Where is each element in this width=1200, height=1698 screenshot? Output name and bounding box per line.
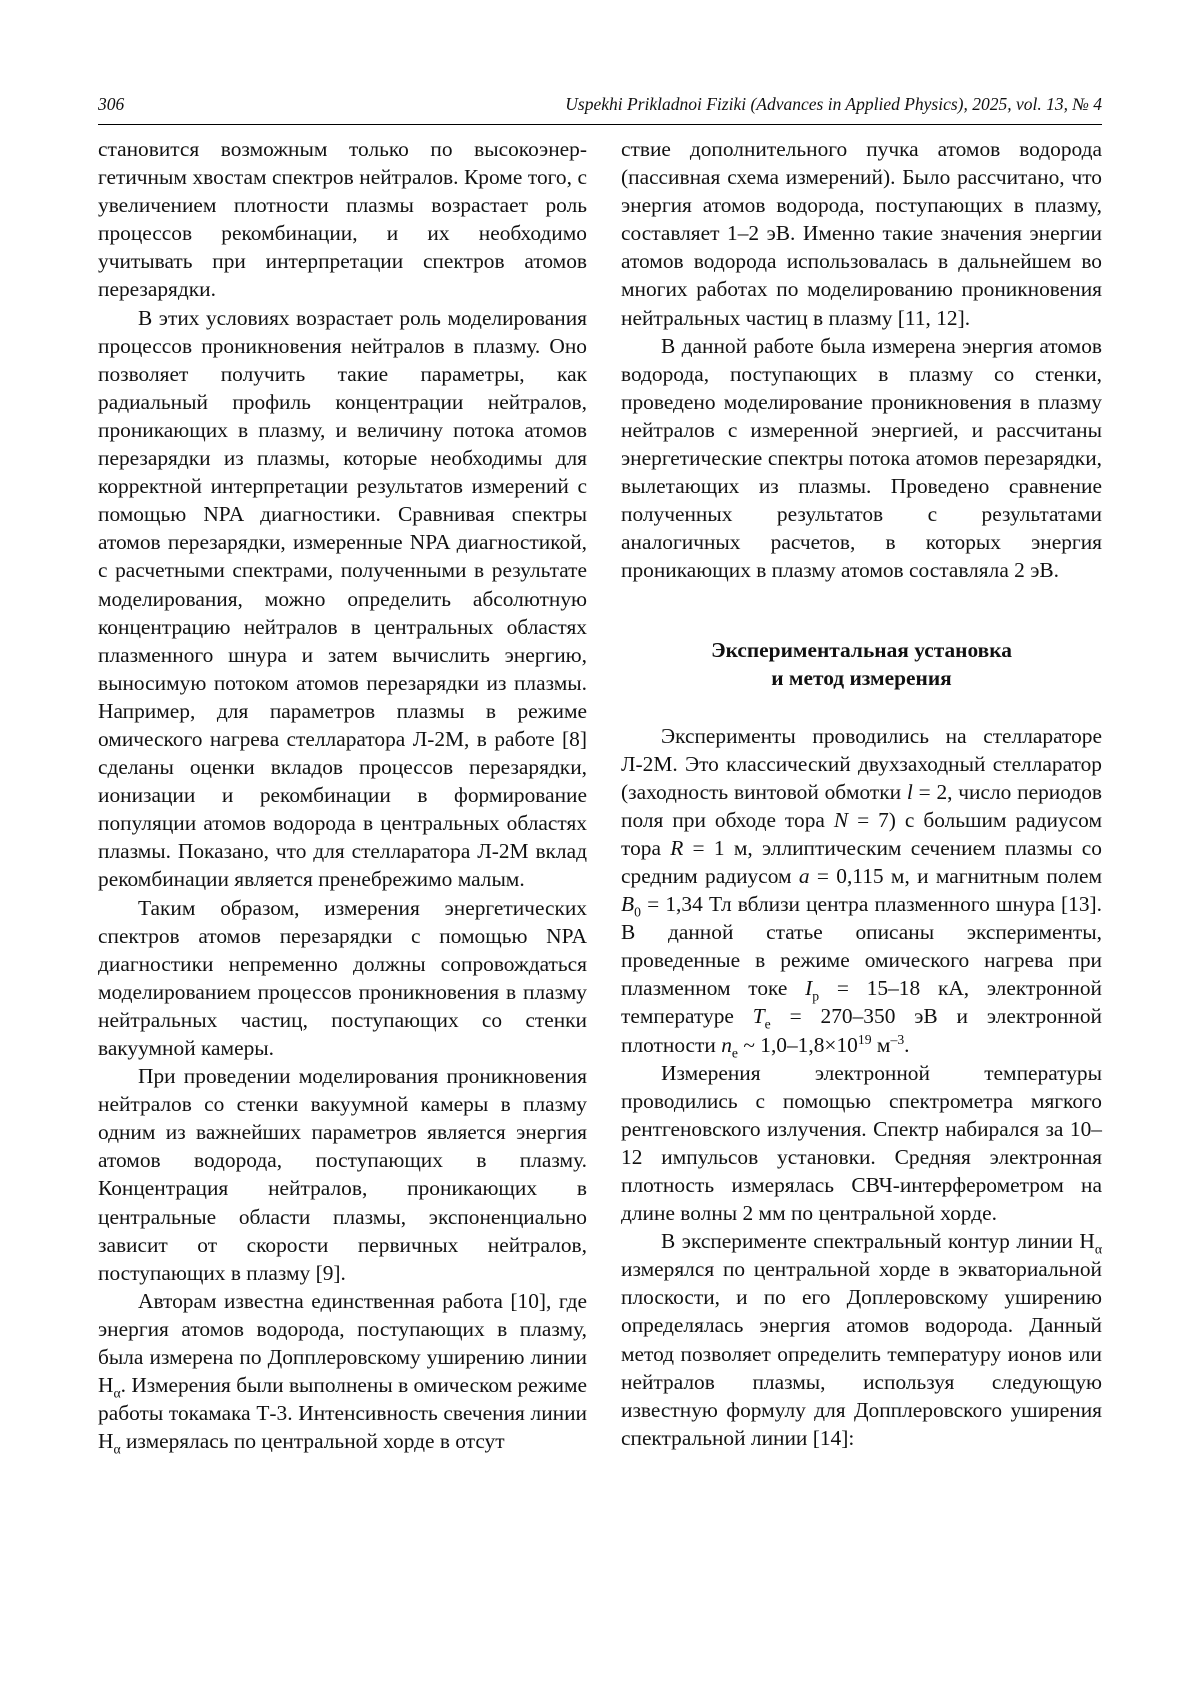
subscript-alpha: α (1094, 1241, 1102, 1257)
paragraph: Таким образом, измерения энергетических спектров атомов перезарядки с помощью NPA диагностики непременно должны сопровождаться моделированием процессов проникновения в плазму нейтральных частиц, поступающих со стенки вакуумной камеры. (98, 895, 587, 1060)
section-heading-line: Экспериментальная установка (711, 637, 1012, 662)
text-run: = 7) с большим радиусом тора (621, 807, 1102, 860)
superscript: 19 (857, 1031, 872, 1047)
text-run: измерялся по центральной хорде в экваториальной плоскости, и по его Доплеровскому уширению определялась энергия атомов водорода. Данный метод позволяет определить температуру ионов или нейтралов плазмы, используя следующую известную формулу для Допплеровского уширения спектральной линии [14]: (621, 1257, 1102, 1450)
paragraph: становится возможным только по высокоэнергетичным хвостам спектров нейтралов. Кроме того, с увеличением плотности плазмы возрастает роль процессов рекомбинации, и их необходимо учитывать при интерпретации спектров атомов перезарядки. (98, 137, 587, 302)
paragraph: В данной работе была измерена энергия атомов водорода, поступающих в плазму со стенки, проведено моделирование проникновения в плазму нейтралов с измеренной энергией, и рассчитаны энергетические спектры потока атомов перезарядки, вылетающих из плазмы. Проведено сравнение полученных результатов с результатами аналогичных расчетов, в которых энергия проникающих в плазму атомов составляла 2 эВ. (621, 333, 1102, 583)
paragraph (621, 722, 1102, 1059)
text-run: Авторам известна единственная работа [10], где энергия атомов водорода, поступающих в плазму, была измерена по Допплеровскому уширению линии H (98, 1288, 587, 1398)
subscript: e (764, 1016, 771, 1032)
text-run: . (904, 1032, 910, 1057)
text-run: = 15–18 кА, электронной температуре (621, 976, 1102, 1029)
left-column (98, 135, 587, 1455)
page-number: 306 (98, 94, 125, 114)
text-run: В эксперименте спектральный контур линии H (661, 1229, 1095, 1254)
math-symbol: R (670, 835, 684, 860)
section-heading (621, 636, 1102, 692)
subscript-alpha: α (113, 1385, 121, 1401)
math-symbol: I (805, 976, 813, 1001)
math-symbol: B (621, 892, 635, 917)
text-run: ~ 1,0–1,8×10 (737, 1032, 858, 1057)
math-symbol: l (906, 779, 913, 804)
section-heading-line: и метод измерения (771, 665, 952, 690)
paragraph: ствие дополнительного пучка атомов водорода (пассивная схема измерений). Было рассчитано, что энергия атомов водорода, поступающих в плазму, составляет 1–2 эВ. Именно такие значения энергии атомов водорода использовалась в дальнейшем во многих работах по моделированию проникновения нейтральных частиц в плазму [11, 12]. (621, 137, 1102, 330)
text-run: = 2, число периодов поля при обходе тора (621, 779, 1102, 832)
text-run: Эксперименты проводились на стеллараторе Л-2М. Это классический двухзаходный стелларатор (заходность винтовой обмотки (621, 723, 1102, 804)
text-run: м (871, 1032, 891, 1057)
journal-citation: Uspekhi Prikladnoi Fiziki (Advances in Applied Physics), 2025, vol. 13, № 4 (565, 94, 1102, 114)
math-symbol: n (721, 1032, 732, 1057)
text-run: . Измерения были выполнены в омическом режиме работы токамака Т-3. Интенсивность свечения линии H (98, 1373, 587, 1454)
paragraph (98, 1287, 587, 1456)
text-run: = 1,34 Тл вблизи центра плазменного шнура [13]. В данной статье описаны эксперименты, проведенные в режиме омического нагрева при плазменном токе (621, 892, 1102, 1001)
subscript: 0 (634, 904, 641, 920)
text-run: = 0,115 м, и магнитным полем (809, 863, 1102, 888)
math-symbol: T (752, 1004, 765, 1029)
paragraph: В этих условиях возрастает роль моделирования процессов проникновения нейтралов в плазму. Оно позволяет получить такие параметры, как радиальный профиль концентрации нейтралов, проникающих в плазму, и величину потока атомов перезарядки из плазмы, которые необходимы для корректной интерпретации результатов измерений с помощью NPA диагностики. Сравнивая спектры атомов перезарядки, измеренные NPA диагностикой, с расчетными спектрами, полученными в результате моделирования, можно определить абсолютную концентрацию нейтралов в центральных областях плазменного шнура и затем вычислить энергию, выносимую потоком атомов перезарядки из плазмы. Например, для параметров плазмы в режиме омического нагрева стелларатора Л-2М, в работе [8] сделаны оценки вкладов процессов перезарядки, ионизации и рекомбинации в формирование популяции атомов водорода в центральных областях плазмы. Показано, что для стелларатора Л-2М вклад рекомбинации является пренебрежимо малым. (98, 305, 587, 892)
subscript: p (812, 988, 820, 1004)
subscript-alpha: α (113, 1441, 121, 1457)
math-symbol: N (833, 807, 849, 832)
math-symbol: a (798, 863, 810, 888)
superscript: –3 (890, 1031, 905, 1047)
paragraph: При проведении моделирования проникновения нейтралов со стенки вакуумной камеры в плазму одним из важнейших параметров является энергия атомов водорода, поступающих в плазму. Концентрация нейтралов, проникающих в центральные области плазмы, экспоненциально зависит от скорости первичных нейтралов, поступающих в плазму [9]. (98, 1064, 587, 1285)
subscript: e (731, 1044, 738, 1060)
text-run: = 270–350 эВ и электронной плотности (621, 1004, 1102, 1057)
text-run: измерялась по центральной хорде в отсут (120, 1429, 505, 1454)
right-column (621, 135, 1102, 1452)
text-run: = 1 м, эллиптическим сечением плазмы со средним радиусом (621, 835, 1102, 888)
paragraph: Измерения электронной температуры проводились с помощью спектрометра мягкого рентгеновского излучения. Спектр набирался за 10–12 импульсов установки. Средняя электронная плотность измерялась СВЧ-интерферометром на длине волны 2 мм по центральной хорде. (621, 1060, 1102, 1226)
running-header (98, 92, 1102, 125)
paragraph (621, 1227, 1102, 1452)
